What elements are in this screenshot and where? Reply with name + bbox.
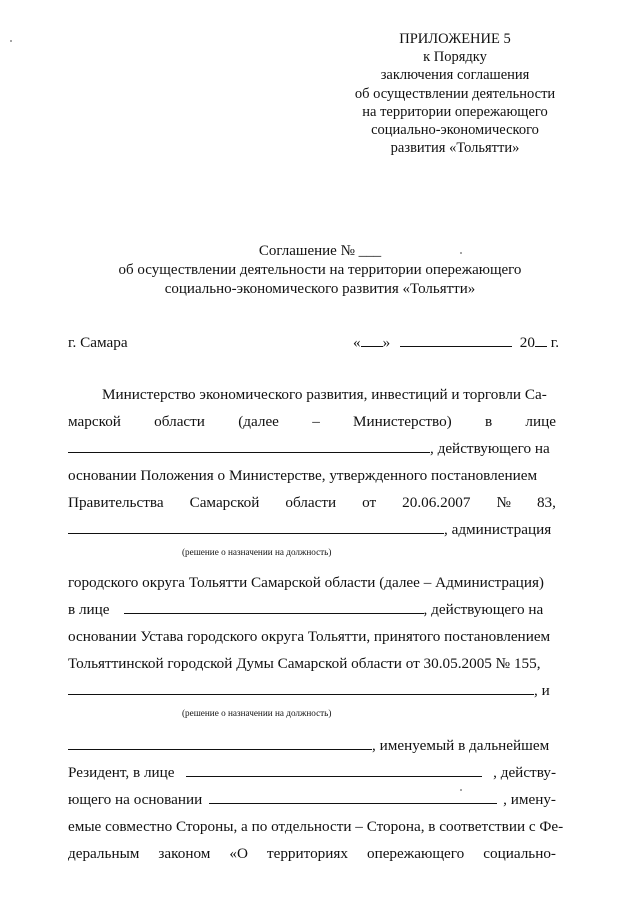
body-line: , и (68, 682, 556, 706)
body-line: основании Устава городского округа Тольятти, принятого постановлением (68, 628, 551, 645)
body-line: ющего на основании , имену- (68, 791, 556, 808)
resident-blank (68, 737, 372, 750)
scan-speck (460, 252, 462, 254)
agreement-title (60, 242, 580, 299)
place: г. Самара (68, 334, 128, 351)
body-line: Резидент, в лице , действу- (68, 764, 556, 781)
year-prefix: 20 (519, 334, 535, 351)
year-suffix: г. (546, 334, 560, 351)
appendix-line: к Порядку (423, 49, 487, 66)
appendix-line: ПРИЛОЖЕНИЕ 5 (399, 31, 511, 47)
date-quote-open: « (353, 334, 361, 351)
appointment-blank (68, 682, 534, 695)
body-line: Министерство экономического развития, инвестиций и торговли Са- (102, 386, 547, 403)
appendix-line: социально-экономического (371, 122, 539, 139)
field-note: (решение о назначении на должность) (182, 547, 332, 557)
body-line: , администрация (68, 521, 556, 545)
representative-blank (186, 764, 482, 777)
appointment-blank (68, 521, 444, 534)
body-line: емые совместно Стороны, а по отдельности – Сторона, в соответствии с Фе- (68, 818, 564, 835)
body-line: марской области (далее – Министерство) в лице (68, 413, 556, 430)
field-note: (решение о назначении на должность) (182, 708, 332, 718)
month-blank (400, 334, 512, 347)
scan-speck (460, 789, 462, 791)
agreement-subject: социально-экономического развития «Тольятти» (164, 281, 476, 297)
date-field (353, 334, 559, 352)
basis-blank (209, 791, 497, 804)
day-blank (361, 334, 383, 347)
body-line: основании Положения о Министерстве, утвержденного постановлением (68, 467, 538, 484)
year-blank (535, 334, 547, 347)
date-quote-close: » (382, 334, 391, 351)
body-line: Тольяттинской городской Думы Самарской области от 30.05.2005 № 155, (68, 655, 541, 672)
representative-blank (124, 601, 424, 614)
appendix-header (340, 30, 570, 157)
body-line: , действующего на (68, 440, 556, 464)
body-line: городского округа Тольятти Самарской области (далее – Администрация) (68, 574, 544, 591)
body-line: деральным законом «О территориях опережающего социально- (68, 845, 556, 862)
agreement-subject: об осуществлении деятельности на территории опережающего (118, 262, 522, 278)
body-line: в лице , действующего на (68, 601, 544, 618)
body-line: Правительства Самарской области от 20.06.2007 № 83, (68, 494, 556, 511)
representative-blank (68, 440, 430, 453)
body-line: , именуемый в дальнейшем (68, 737, 556, 761)
appendix-line: об осуществлении деятельности (354, 85, 556, 102)
agreement-number: Соглашение № ___ (258, 243, 382, 259)
scan-speck (10, 40, 12, 42)
appendix-line: на территории опережающего (362, 103, 548, 120)
appendix-line: развития «Тольятти» (390, 140, 520, 157)
appendix-line: заключения соглашения (380, 67, 530, 84)
